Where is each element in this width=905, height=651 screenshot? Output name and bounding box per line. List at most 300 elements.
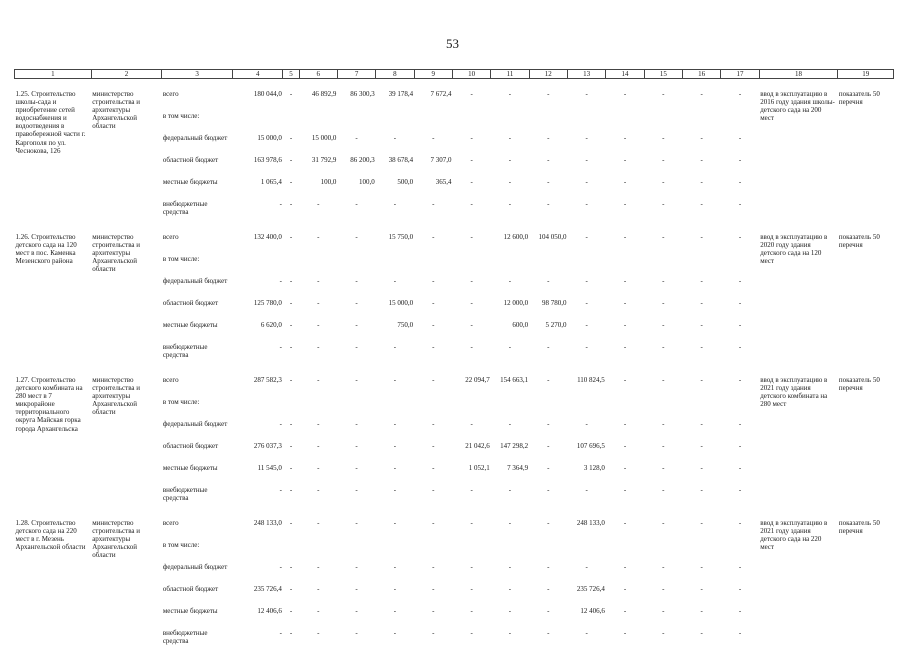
amount-cell: - bbox=[738, 442, 742, 450]
amount-cell bbox=[376, 541, 414, 563]
spacer-cell bbox=[644, 222, 682, 233]
amount-cell bbox=[529, 112, 567, 134]
amount-cell: - bbox=[393, 563, 397, 571]
amount-cell: - bbox=[355, 233, 358, 241]
amount-cell: 7 307,0 bbox=[430, 156, 452, 164]
spacer-cell bbox=[232, 508, 282, 519]
amount-cell: - bbox=[355, 299, 358, 307]
amount-cell: - bbox=[738, 156, 742, 164]
amount-cell: - bbox=[289, 343, 293, 351]
spacer-cell bbox=[838, 79, 894, 91]
amount-cell: - bbox=[662, 376, 665, 384]
amount-cell: - bbox=[662, 519, 665, 527]
spacer-cell bbox=[452, 508, 490, 519]
amount-cell: - bbox=[317, 420, 320, 428]
amount-cell: - bbox=[317, 277, 320, 285]
group-spacer bbox=[15, 222, 894, 233]
spacer-cell bbox=[606, 79, 644, 91]
amount-cell: - bbox=[738, 420, 742, 428]
amount-cell: - bbox=[700, 376, 703, 384]
amount-cell: - bbox=[585, 486, 588, 494]
funding-source: всего bbox=[162, 376, 179, 384]
amount-cell: - bbox=[623, 233, 627, 241]
amount-cell: - bbox=[662, 585, 665, 593]
amount-cell: - bbox=[700, 519, 703, 527]
spacer-cell bbox=[838, 508, 894, 519]
funding-source: в том числе: bbox=[162, 541, 200, 549]
amount-cell: - bbox=[393, 343, 397, 351]
amount-cell: 86 300,3 bbox=[350, 90, 375, 98]
amount-cell: - bbox=[355, 464, 358, 472]
amount-cell: 15 750,0 bbox=[388, 233, 414, 241]
column-number-header bbox=[15, 70, 894, 79]
amount-cell bbox=[376, 255, 414, 277]
spacer-cell bbox=[606, 508, 644, 519]
amount-cell: - bbox=[585, 343, 588, 351]
group-spacer bbox=[15, 365, 894, 376]
spacer-cell bbox=[283, 365, 299, 376]
amount-cell bbox=[491, 255, 529, 277]
amount-cell: - bbox=[738, 585, 742, 593]
amount-cell: - bbox=[508, 629, 512, 637]
amount-cell bbox=[337, 112, 375, 134]
amount-cell bbox=[299, 541, 337, 563]
spacer-cell bbox=[759, 222, 838, 233]
amount-cell: - bbox=[279, 486, 282, 494]
column-header: 5 bbox=[283, 70, 299, 79]
amount-cell: 12 406,6 bbox=[257, 607, 282, 615]
amount-cell: 104 050,0 bbox=[538, 233, 567, 241]
column-header: 1 bbox=[15, 70, 92, 79]
spacer-cell bbox=[683, 365, 721, 376]
amount-cell: - bbox=[470, 134, 473, 142]
amount-cell: - bbox=[508, 585, 512, 593]
funding-source: местные бюджеты bbox=[162, 178, 218, 186]
funding-source: местные бюджеты bbox=[162, 321, 218, 329]
amount-cell: - bbox=[470, 486, 473, 494]
funding-row bbox=[15, 519, 894, 541]
amount-cell: - bbox=[585, 277, 588, 285]
amount-cell bbox=[529, 255, 567, 277]
spacer-cell bbox=[491, 365, 529, 376]
amount-cell bbox=[644, 112, 682, 134]
amount-cell: - bbox=[547, 519, 550, 527]
amount-cell: - bbox=[432, 629, 435, 637]
amount-cell: - bbox=[585, 299, 588, 307]
spacer-cell bbox=[337, 365, 375, 376]
amount-cell bbox=[376, 398, 414, 420]
amount-cell: 750,0 bbox=[397, 321, 414, 329]
amount-cell: - bbox=[662, 321, 665, 329]
executor: министерство строительства и архитектуры Архангельской области bbox=[92, 90, 141, 131]
amount-cell: - bbox=[289, 563, 293, 571]
amount-cell bbox=[283, 255, 299, 277]
spacer-cell bbox=[376, 508, 414, 519]
amount-cell: 7 364,9 bbox=[507, 464, 529, 472]
amount-cell: - bbox=[623, 442, 627, 450]
amount-cell: - bbox=[662, 442, 665, 450]
amount-cell bbox=[644, 541, 682, 563]
amount-cell: - bbox=[585, 321, 588, 329]
amount-cell: - bbox=[738, 299, 742, 307]
amount-cell: - bbox=[432, 376, 435, 384]
column-header: 11 bbox=[491, 70, 529, 79]
spacer-cell bbox=[759, 365, 838, 376]
amount-cell bbox=[283, 541, 299, 563]
amount-cell: 5 270,0 bbox=[545, 321, 567, 329]
amount-cell: - bbox=[355, 321, 358, 329]
amount-cell: 163 978,6 bbox=[253, 156, 282, 164]
amount-cell: - bbox=[470, 607, 473, 615]
spacer-cell bbox=[299, 508, 337, 519]
amount-cell: - bbox=[317, 585, 320, 593]
amount-cell: - bbox=[623, 343, 627, 351]
amount-cell: 15 000,0 bbox=[311, 134, 337, 142]
amount-cell bbox=[283, 398, 299, 420]
amount-cell bbox=[299, 112, 337, 134]
amount-cell: - bbox=[279, 563, 282, 571]
amount-cell: - bbox=[317, 563, 320, 571]
spacer-cell bbox=[567, 79, 605, 91]
amount-cell: - bbox=[700, 200, 703, 208]
amount-cell: 100,0 bbox=[359, 178, 375, 186]
amount-cell: - bbox=[623, 486, 627, 494]
target-indicator: показатель 50 перечня bbox=[838, 233, 880, 250]
amount-cell bbox=[491, 112, 529, 134]
expected-result: ввод в эксплуатацию в 2016 году здания школы-детского сада на 200 мест bbox=[760, 90, 835, 123]
amount-cell: - bbox=[738, 486, 742, 494]
amount-cell: 31 792,9 bbox=[311, 156, 337, 164]
column-header: 7 bbox=[337, 70, 375, 79]
amount-cell: 86 200,3 bbox=[350, 156, 375, 164]
amount-cell: - bbox=[738, 200, 742, 208]
amount-cell: - bbox=[700, 134, 703, 142]
amount-cell: - bbox=[623, 519, 627, 527]
amount-cell: - bbox=[432, 420, 435, 428]
amount-cell: - bbox=[585, 156, 588, 164]
amount-cell: - bbox=[355, 134, 358, 142]
amount-cell: - bbox=[432, 519, 435, 527]
amount-cell bbox=[567, 112, 605, 134]
amount-cell: 11 545,0 bbox=[257, 464, 282, 472]
amount-cell: - bbox=[662, 629, 665, 637]
amount-cell bbox=[606, 398, 644, 420]
executor: министерство строительства и архитектуры Архангельской области bbox=[92, 376, 141, 417]
amount-cell: - bbox=[585, 629, 588, 637]
amount-cell: - bbox=[547, 277, 550, 285]
amount-cell: - bbox=[470, 563, 473, 571]
column-header: 8 bbox=[376, 70, 414, 79]
amount-cell: 235 726,4 bbox=[253, 585, 282, 593]
amount-cell: 1 052,1 bbox=[468, 464, 490, 472]
amount-cell: - bbox=[623, 134, 627, 142]
amount-cell: - bbox=[355, 277, 358, 285]
amount-cell: - bbox=[662, 563, 665, 571]
amount-cell bbox=[644, 255, 682, 277]
group-spacer bbox=[15, 508, 894, 519]
executor: министерство строительства и архитектуры Архангельской области bbox=[92, 519, 141, 560]
amount-cell: - bbox=[317, 376, 320, 384]
amount-cell: - bbox=[508, 134, 512, 142]
amount-cell: - bbox=[470, 321, 473, 329]
amount-cell: - bbox=[662, 343, 665, 351]
amount-cell: 12 600,0 bbox=[503, 233, 529, 241]
amount-cell: - bbox=[470, 90, 473, 98]
spacer-cell bbox=[162, 508, 233, 519]
spacer-cell bbox=[162, 365, 233, 376]
amount-cell: - bbox=[623, 464, 627, 472]
amount-cell: - bbox=[317, 299, 320, 307]
amount-cell: - bbox=[547, 629, 550, 637]
column-header: 16 bbox=[683, 70, 721, 79]
column-header: 19 bbox=[838, 70, 894, 79]
amount-cell: - bbox=[289, 629, 293, 637]
amount-cell: 3 128,0 bbox=[583, 464, 605, 472]
amount-cell: - bbox=[508, 200, 512, 208]
amount-cell: - bbox=[317, 486, 320, 494]
amount-cell: - bbox=[432, 607, 435, 615]
amount-cell: - bbox=[547, 376, 550, 384]
amount-cell bbox=[683, 398, 721, 420]
spacer-cell bbox=[721, 79, 759, 91]
amount-cell: - bbox=[738, 376, 742, 384]
group-spacer bbox=[15, 79, 894, 91]
spacer-cell bbox=[683, 79, 721, 91]
amount-cell: - bbox=[662, 607, 665, 615]
amount-cell: 287 582,3 bbox=[253, 376, 282, 384]
amount-cell: - bbox=[289, 90, 293, 98]
spacer-cell bbox=[683, 222, 721, 233]
spacer-cell bbox=[683, 508, 721, 519]
spacer-cell bbox=[15, 365, 92, 376]
spacer-cell bbox=[721, 222, 759, 233]
amount-cell: - bbox=[432, 585, 435, 593]
amount-cell: - bbox=[393, 486, 397, 494]
funding-source: федеральный бюджет bbox=[162, 420, 228, 428]
amount-cell: - bbox=[700, 420, 703, 428]
column-header: 2 bbox=[91, 70, 162, 79]
executor: министерство строительства и архитектуры Архангельской области bbox=[92, 233, 141, 274]
amount-cell: - bbox=[393, 134, 397, 142]
amount-cell: - bbox=[470, 343, 473, 351]
amount-cell: - bbox=[508, 519, 512, 527]
spacer-cell bbox=[162, 79, 233, 91]
amount-cell: - bbox=[289, 464, 293, 472]
spacer-cell bbox=[838, 365, 894, 376]
amount-cell: 46 892,9 bbox=[311, 90, 337, 98]
column-header: 13 bbox=[567, 70, 605, 79]
spacer-cell bbox=[567, 222, 605, 233]
funding-source: местные бюджеты bbox=[162, 607, 218, 615]
amount-cell bbox=[567, 398, 605, 420]
amount-cell: - bbox=[738, 321, 742, 329]
amount-cell: 147 298,2 bbox=[500, 442, 529, 450]
amount-cell: - bbox=[355, 420, 358, 428]
spacer-cell bbox=[91, 79, 162, 91]
spacer-cell bbox=[567, 365, 605, 376]
amount-cell bbox=[721, 398, 759, 420]
amount-cell: - bbox=[547, 585, 550, 593]
amount-cell bbox=[721, 112, 759, 134]
amount-cell: - bbox=[662, 299, 665, 307]
amount-cell: - bbox=[289, 442, 293, 450]
amount-cell: - bbox=[279, 200, 282, 208]
amount-cell: - bbox=[470, 156, 473, 164]
amount-cell: 500,0 bbox=[397, 178, 414, 186]
column-header: 12 bbox=[529, 70, 567, 79]
spacer-cell bbox=[721, 365, 759, 376]
amount-cell: - bbox=[355, 585, 358, 593]
spacer-cell bbox=[452, 79, 490, 91]
amount-cell: - bbox=[432, 343, 435, 351]
target-indicator: показатель 50 перечня bbox=[838, 90, 880, 107]
amount-cell: - bbox=[279, 420, 282, 428]
amount-cell: - bbox=[355, 343, 358, 351]
amount-cell: - bbox=[738, 519, 742, 527]
amount-cell: 235 726,4 bbox=[576, 585, 605, 593]
spacer-cell bbox=[644, 79, 682, 91]
expected-result: ввод в эксплуатацию в 2021 году здания детского сада на 220 мест bbox=[760, 519, 828, 552]
amount-cell: - bbox=[508, 420, 512, 428]
amount-cell: - bbox=[470, 519, 473, 527]
amount-cell: - bbox=[470, 200, 473, 208]
amount-cell bbox=[299, 255, 337, 277]
amount-cell: - bbox=[700, 321, 703, 329]
funding-source: в том числе: bbox=[162, 255, 200, 263]
amount-cell: - bbox=[317, 343, 320, 351]
amount-cell: - bbox=[700, 442, 703, 450]
amount-cell: - bbox=[470, 629, 473, 637]
amount-cell: - bbox=[623, 178, 627, 186]
spacer-cell bbox=[283, 508, 299, 519]
funding-row bbox=[15, 90, 894, 112]
amount-cell: - bbox=[432, 321, 435, 329]
amount-cell: 12 000,0 bbox=[503, 299, 529, 307]
amount-cell: - bbox=[317, 629, 320, 637]
spacer-cell bbox=[721, 508, 759, 519]
amount-cell: - bbox=[623, 585, 627, 593]
amount-cell: - bbox=[700, 585, 703, 593]
program-table bbox=[14, 69, 894, 651]
amount-cell: - bbox=[432, 299, 435, 307]
amount-cell bbox=[283, 112, 299, 134]
funding-source: всего bbox=[162, 233, 179, 241]
amount-cell: - bbox=[738, 629, 742, 637]
spacer-cell bbox=[414, 79, 452, 91]
funding-source: внебюджетные средства bbox=[162, 200, 208, 217]
amount-cell: - bbox=[289, 178, 293, 186]
target-indicator: показатель 50 перечня bbox=[838, 376, 880, 393]
amount-cell bbox=[232, 541, 282, 563]
measure-name: 1.27. Строительство детского комбината на 280 мест в 7 микрорайоне территориального округа Майская горка города Архангельска bbox=[15, 376, 83, 433]
funding-source: областной бюджет bbox=[162, 299, 219, 307]
spacer-cell bbox=[414, 508, 452, 519]
spacer-cell bbox=[232, 79, 282, 91]
funding-source: внебюджетные средства bbox=[162, 629, 208, 646]
amount-cell: 7 672,4 bbox=[430, 90, 452, 98]
amount-cell bbox=[337, 398, 375, 420]
amount-cell: - bbox=[547, 563, 550, 571]
column-header: 10 bbox=[452, 70, 490, 79]
amount-cell: - bbox=[547, 134, 550, 142]
amount-cell: - bbox=[623, 376, 627, 384]
amount-cell: - bbox=[738, 464, 742, 472]
spacer-cell bbox=[162, 222, 233, 233]
amount-cell bbox=[721, 541, 759, 563]
spacer-cell bbox=[759, 79, 838, 91]
amount-cell: - bbox=[289, 376, 293, 384]
amount-cell bbox=[414, 255, 452, 277]
amount-cell: - bbox=[393, 607, 397, 615]
amount-cell: - bbox=[393, 376, 397, 384]
amount-cell: - bbox=[355, 563, 358, 571]
amount-cell: - bbox=[662, 156, 665, 164]
amount-cell: - bbox=[738, 343, 742, 351]
spacer-cell bbox=[299, 222, 337, 233]
spacer-cell bbox=[232, 222, 282, 233]
amount-cell: 6 620,0 bbox=[260, 321, 282, 329]
spacer-cell bbox=[283, 222, 299, 233]
spacer-cell bbox=[529, 79, 567, 91]
amount-cell: - bbox=[508, 90, 512, 98]
amount-cell bbox=[529, 398, 567, 420]
amount-cell bbox=[606, 112, 644, 134]
amount-cell: - bbox=[700, 90, 703, 98]
amount-cell: - bbox=[355, 442, 358, 450]
funding-row bbox=[15, 376, 894, 398]
amount-cell: - bbox=[317, 464, 320, 472]
amount-cell: - bbox=[355, 519, 358, 527]
amount-cell: - bbox=[470, 299, 473, 307]
funding-source: федеральный бюджет bbox=[162, 134, 228, 142]
amount-cell: - bbox=[508, 156, 512, 164]
amount-cell: - bbox=[623, 420, 627, 428]
amount-cell: - bbox=[738, 277, 742, 285]
spacer-cell bbox=[337, 222, 375, 233]
amount-cell: - bbox=[738, 233, 742, 241]
amount-cell bbox=[376, 112, 414, 134]
amount-cell: - bbox=[700, 629, 703, 637]
amount-cell: - bbox=[279, 343, 282, 351]
amount-cell: - bbox=[393, 629, 397, 637]
amount-cell: - bbox=[355, 607, 358, 615]
spacer-cell bbox=[232, 365, 282, 376]
amount-cell: - bbox=[279, 277, 282, 285]
funding-source: всего bbox=[162, 519, 179, 527]
amount-cell: 154 663,1 bbox=[500, 376, 529, 384]
spacer-cell bbox=[91, 222, 162, 233]
amount-cell: - bbox=[623, 563, 627, 571]
funding-source: областной бюджет bbox=[162, 585, 219, 593]
amount-cell: - bbox=[700, 156, 703, 164]
spacer-cell bbox=[452, 365, 490, 376]
amount-cell: - bbox=[508, 343, 512, 351]
amount-cell: 365,4 bbox=[435, 178, 452, 186]
amount-cell: - bbox=[585, 200, 588, 208]
amount-cell: - bbox=[355, 629, 358, 637]
amount-cell: 15 000,0 bbox=[257, 134, 282, 142]
expected-result: ввод в эксплуатацию в 2020 году здания детского сада на 120 мест bbox=[760, 233, 828, 266]
amount-cell: - bbox=[289, 277, 293, 285]
amount-cell: - bbox=[432, 233, 435, 241]
spacer-cell bbox=[452, 222, 490, 233]
amount-cell: - bbox=[700, 486, 703, 494]
amount-cell: - bbox=[317, 607, 320, 615]
spacer-cell bbox=[299, 365, 337, 376]
amount-cell bbox=[683, 112, 721, 134]
amount-cell: - bbox=[289, 607, 293, 615]
amount-cell: 21 042,6 bbox=[465, 442, 490, 450]
